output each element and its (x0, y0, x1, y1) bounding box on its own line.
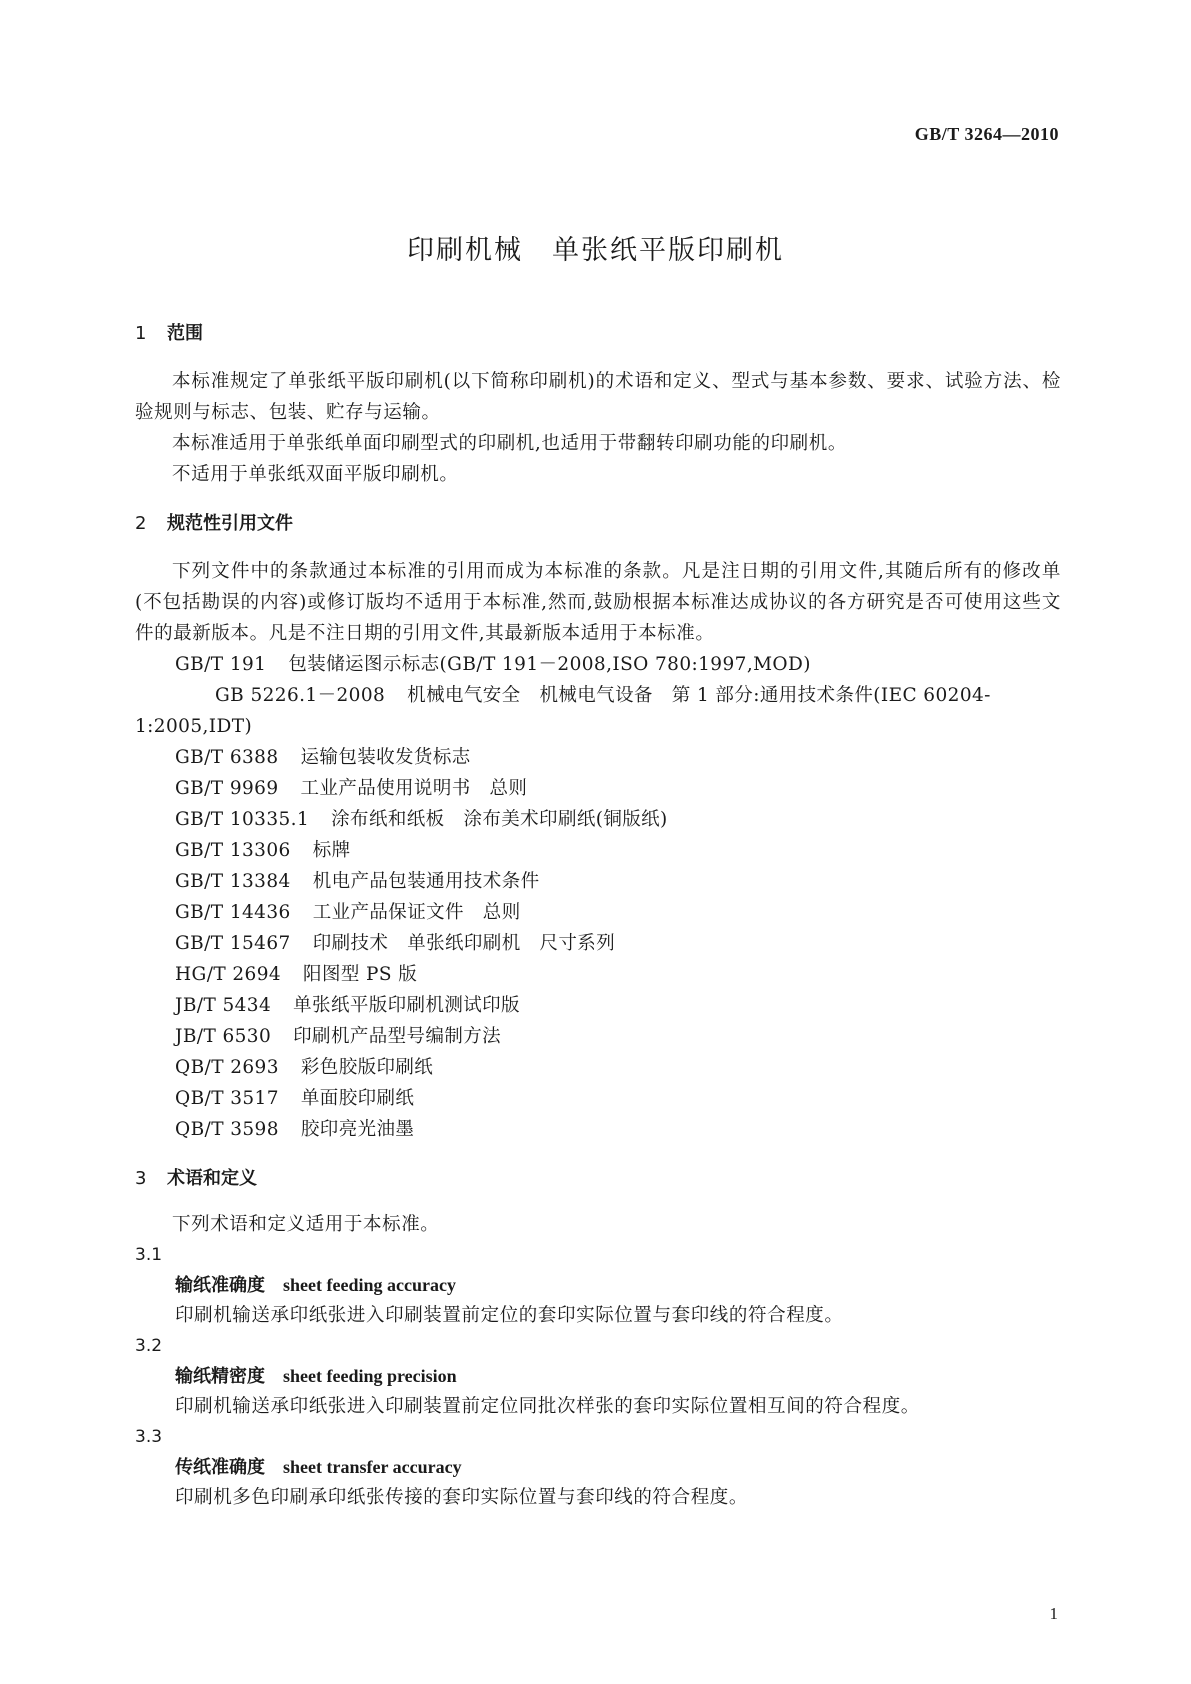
reference-item (135, 897, 1061, 928)
term-number: 3.1 (135, 1245, 163, 1265)
reference-title: 标牌 (312, 840, 351, 861)
reference-item (135, 1083, 1061, 1114)
section-number: 1 (135, 323, 147, 344)
reference-code: HG/T 2694 (175, 964, 282, 985)
reference-item (135, 928, 1061, 959)
reference-code: GB/T 15467 (175, 933, 291, 954)
reference-title: 彩色胶版印刷纸 (300, 1057, 434, 1078)
reference-title: 阳图型 PS 版 (303, 964, 418, 985)
reference-title: 机电产品包装通用技术条件 (312, 871, 540, 892)
reference-code: QB/T 3517 (175, 1088, 279, 1109)
reference-title: 印刷机产品型号编制方法 (293, 1026, 502, 1047)
term-en: sheet feeding accuracy (283, 1275, 456, 1295)
reference-title: 印刷技术 单张纸印刷机 尺寸系列 (312, 933, 616, 954)
reference-title: 单面胶印刷纸 (300, 1088, 415, 1109)
term-heading (135, 1361, 1061, 1392)
paragraph: 下列术语和定义适用于本标准。 (172, 1214, 440, 1235)
reference-item (135, 1052, 1061, 1083)
term-zh: 传纸准确度 (175, 1457, 265, 1478)
reference-code: GB/T 6388 (175, 747, 279, 768)
reference-code: GB/T 191 (175, 654, 267, 675)
reference-item (135, 990, 1061, 1021)
section-number: 3 (135, 1168, 147, 1189)
term-number: 3.2 (135, 1336, 163, 1356)
term-zh: 输纸准确度 (175, 1275, 265, 1296)
reference-item (135, 680, 1061, 742)
reference-item (135, 866, 1061, 897)
reference-item (135, 804, 1061, 835)
term-zh: 输纸精密度 (175, 1366, 265, 1387)
reference-code: GB 5226.1－2008 (215, 685, 386, 706)
section-heading-terms-definitions (135, 1165, 1061, 1193)
reference-item (135, 649, 1061, 680)
reference-title: 单张纸平版印刷机测试印版 (293, 995, 520, 1016)
reference-code: GB/T 9969 (175, 778, 279, 799)
reference-item (135, 773, 1061, 804)
reference-title: 机械电气安全 机械电气设备 第 1 部分:通用技术条件(IEC 60204-1:2005,IDT) (135, 685, 991, 737)
term-heading (135, 1270, 1061, 1301)
reference-code: GB/T 10335.1 (175, 809, 310, 830)
section-title: 术语和定义 (167, 1168, 257, 1189)
section-title: 规范性引用文件 (167, 513, 293, 534)
reference-code: JB/T 6530 (175, 1026, 272, 1047)
term-definition: 印刷机输送承印纸张进入印刷装置前定位同批次样张的套印实际位置相互间的符合程度。 (175, 1396, 920, 1417)
paragraph: 本标准规定了单张纸平版印刷机(以下简称印刷机)的术语和定义、型式与基本参数、要求、试验方法、检验规则与标志、包装、贮存与运输。 (135, 371, 1061, 423)
reference-code: GB/T 13306 (175, 840, 291, 861)
paragraph: 本标准适用于单张纸单面印刷型式的印刷机,也适用于带翻转印刷功能的印刷机。 (172, 433, 847, 454)
term-definition: 印刷机输送承印纸张进入印刷装置前定位的套印实际位置与套印线的符合程度。 (175, 1305, 844, 1326)
reference-item (135, 835, 1061, 866)
reference-item (135, 1021, 1061, 1052)
paragraph: 下列文件中的条款通过本标准的引用而成为本标准的条款。凡是注日期的引用文件,其随后所有的修改单(不包括勘误的内容)或修订版均不适用于本标准,然而,鼓励根据本标准达成协议的各方研究是否可使用这些文件的最新版本。凡是不注日期的引用文件,其最新版本适用于本标准。 (135, 561, 1061, 644)
reference-title: 工业产品保证文件 总则 (312, 902, 521, 923)
section-number: 2 (135, 513, 147, 534)
reference-title: 运输包装收发货标志 (300, 747, 471, 768)
page-number: 1 (1049, 1604, 1058, 1623)
reference-code: GB/T 14436 (175, 902, 291, 923)
term-en: sheet feeding precision (283, 1366, 457, 1386)
term-definition: 印刷机多色印刷承印纸张传接的套印实际位置与套印线的符合程度。 (175, 1487, 749, 1508)
term-heading (135, 1452, 1061, 1483)
paragraph: 不适用于单张纸双面平版印刷机。 (172, 464, 459, 485)
reference-title: 包装储运图示标志(GB/T 191－2008,ISO 780:1997,MOD) (288, 654, 811, 675)
reference-code: QB/T 3598 (175, 1119, 279, 1140)
document-body (135, 320, 1061, 1513)
section-heading-scope (135, 320, 1061, 348)
section-title: 范围 (167, 323, 203, 344)
reference-code: JB/T 5434 (175, 995, 272, 1016)
reference-title: 工业产品使用说明书 总则 (300, 778, 528, 799)
reference-code: GB/T 13384 (175, 871, 291, 892)
reference-title: 涂布纸和纸板 涂布美术印刷纸(铜版纸) (331, 809, 668, 830)
document-title: 印刷机械 单张纸平版印刷机 (407, 235, 784, 266)
reference-code: QB/T 2693 (175, 1057, 279, 1078)
section-heading-normative-references (135, 510, 1061, 538)
reference-item (135, 959, 1061, 990)
reference-title: 胶印亮光油墨 (300, 1119, 415, 1140)
reference-item (135, 742, 1061, 773)
reference-item (135, 1114, 1061, 1145)
term-en: sheet transfer accuracy (283, 1457, 462, 1477)
term-number: 3.3 (135, 1427, 163, 1447)
standard-number-header: GB/T 3264—2010 (914, 124, 1059, 144)
